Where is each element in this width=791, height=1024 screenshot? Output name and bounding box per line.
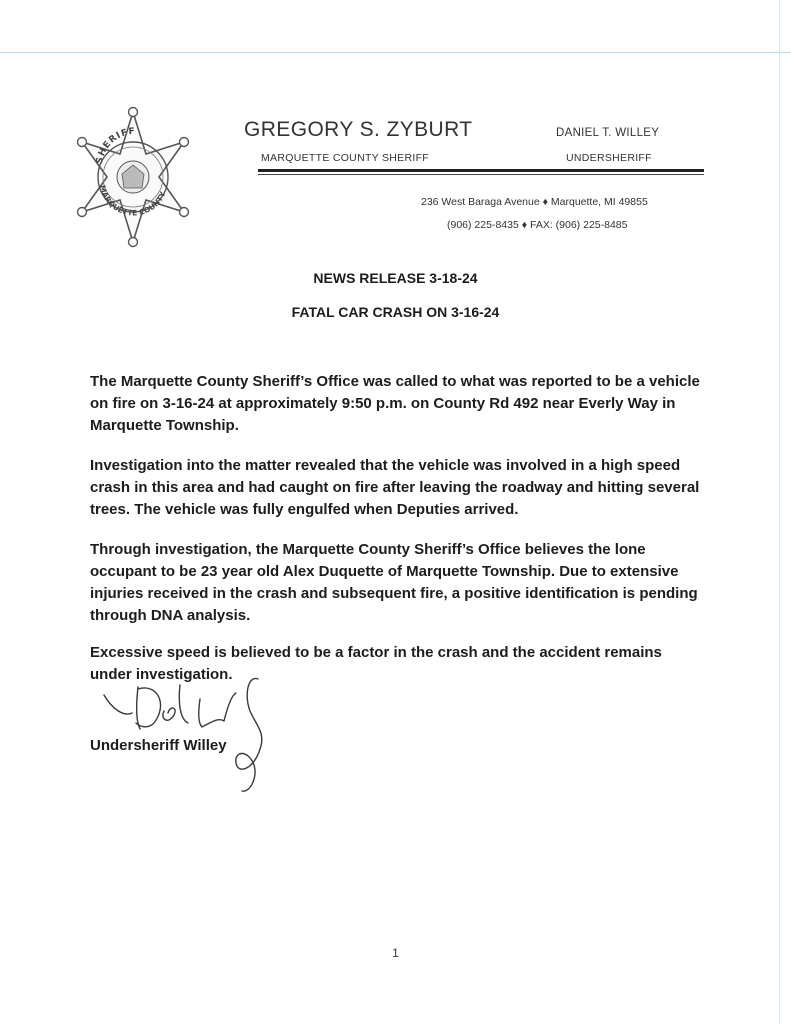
body-paragraph-1: The Marquette County Sheriff’s Office was called to what was reported to be a vehicle on fire on 3-16-24 at approximately 9:50 p.m. on County Rd 492 near Everly Way in Marquette Township. [90, 373, 700, 434]
body-paragraph-4: Excessive speed is believed to be a factor in the crash and the accident remains under investigation. [90, 644, 662, 683]
page-number: 1 [392, 946, 399, 960]
sheriff-name: GREGORY S. ZYBURT [244, 118, 473, 141]
badge-bottom-text: MARQUETTE COUNTY [97, 184, 168, 218]
right-edge-line [779, 0, 780, 1024]
office-address: 236 West Baraga Avenue ♦ Marquette, MI 49855 [421, 196, 648, 208]
sheriff-title: MARQUETTE COUNTY SHERIFF [261, 152, 430, 164]
top-edge-line [0, 52, 791, 53]
sheriff-star-badge [62, 102, 204, 252]
handwritten-signature [98, 665, 278, 800]
undersheriff-title: UNDERSHERIFF [566, 152, 652, 164]
body-paragraph-3: Through investigation, the Marquette County Sheriff’s Office believes the lone occupant to be 23 year old Alex Duquette of Marquette Township. Due to extensive injuries received in the crash and subsequent fire, a positive identification is pending through DNA analysis. [90, 541, 698, 624]
undersheriff-name: DANIEL T. WILLEY [556, 127, 660, 139]
release-title: NEWS RELEASE 3-18-24 [313, 270, 478, 286]
header-divider-thin [258, 174, 704, 175]
badge-top-text: SHERIFF [94, 126, 137, 165]
office-phone: (906) 225-8435 ♦ FAX: (906) 225-8485 [447, 219, 628, 231]
release-subtitle: FATAL CAR CRASH ON 3-16-24 [291, 304, 500, 320]
header-divider [258, 169, 704, 172]
signature-name: Undersheriff Willey [90, 737, 227, 754]
body-paragraph-2: Investigation into the matter revealed that the vehicle was involved in a high speed crash in this area and had caught on fire after leaving the roadway and hitting several trees. The vehicle was fully engulfed when Deputies arrived. [90, 457, 700, 518]
